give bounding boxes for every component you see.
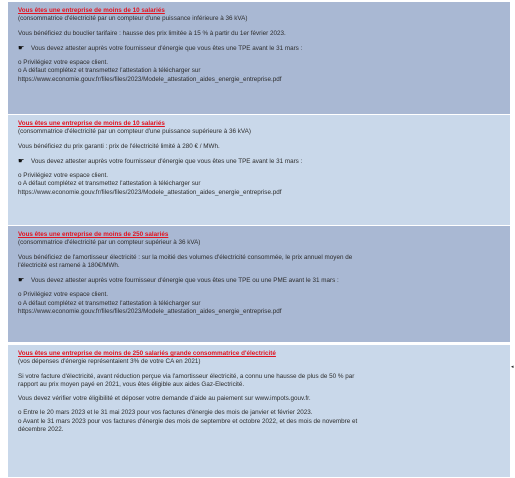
section-pme-under-250	[8, 226, 510, 342]
deadline-item: o Avant le 31 mars 2023 pour vos factures d'énergie des mois de septembre et octobre 2022, et des mois de novembre et	[18, 417, 358, 425]
section-subtitle: (consommatrice d'électricité par un compteur d'une puissance supérieure à 36 kVA)	[18, 128, 251, 136]
option-client-space: o Privilégiez votre espace client.	[18, 172, 108, 180]
section-subtitle: (vos dépenses d'énergie représentaient 3% de votre CA en 2021)	[18, 358, 201, 366]
attest-text: Vous devez attester auprès votre fournisseur d'énergie que vous êtes une TPE ou une PME avant le 31 mars :	[31, 277, 339, 285]
eligibility-text: Si votre facture d'électricité, avant réduction perçue via l'amortisseur électricité, a connu une hausse de plus de 50 % par	[18, 372, 355, 380]
attestation-link[interactable]: https://www.economie.gouv.fr/files/files/2023/Modele_attestation_aides_energie_entreprise.pdf	[18, 188, 282, 196]
section-subtitle: (consommatrice d'électricité par un compteur d'une puissance inférieure à 36 kVA)	[18, 15, 248, 23]
section-tpe-over-36kva	[8, 115, 510, 225]
deadline-item: o Entre le 20 mars 2023 et le 31 mai 2023 pour vos factures d'énergie des mois de janvier et février 2023.	[18, 409, 313, 417]
eligibility-text-cont: rapport au prix moyen payé en 2021, vous êtes éligible aux aides Gaz-Electricité.	[18, 380, 245, 388]
benefit-text: Vous bénéficiez du prix garanti : prix de l'électricité limité à 280 € / MWh.	[18, 142, 220, 150]
aid-document	[8, 2, 510, 477]
small-arrow-icon: ◂	[511, 364, 514, 370]
section-title: Vous êtes une entreprise de moins de 10 salariés	[18, 120, 165, 127]
benefit-text: Vous bénéficiez de l'amortisseur électricité : sur la moitié des volumes d'électricité consommée, le prix annuel moyen de	[18, 253, 353, 261]
attestation-link[interactable]: https://www.economie.gouv.fr/files/files/2023/Modele_attestation_aides_energie_entreprise.pdf	[18, 75, 282, 83]
benefit-text-cont: l'électricité est ramené à 180€/MWh.	[18, 261, 120, 269]
pointing-hand-icon: ☛	[18, 44, 25, 52]
attest-text: Vous devez attester auprès votre fournisseur d'énergie que vous êtes une TPE avant le 31 mars :	[31, 44, 303, 52]
verify-text: Vous devez vérifier votre éligibilité et déposer votre demande d'aide au paiement sur www.impots.gouv.fr.	[18, 395, 311, 403]
benefit-text: Vous bénéficiez du bouclier tarifaire : hausse des prix limitée à 15 % à partir du 1er février 2023.	[18, 29, 286, 37]
deadline-item-cont: décembre 2022.	[18, 426, 64, 434]
pointing-hand-icon: ☛	[18, 157, 25, 165]
pointing-hand-icon: ☛	[18, 277, 25, 285]
option-download: o A défaut complétez et transmettez l'attestation à télécharger sur	[18, 67, 201, 75]
section-title: Vous êtes une entreprise de moins de 250 salariés	[18, 231, 169, 238]
attestation-link[interactable]: https://www.economie.gouv.fr/files/files/2023/Modele_attestation_aides_energie_entreprise.pdf	[18, 308, 282, 316]
section-tpe-under-36kva	[8, 2, 510, 114]
section-title: Vous êtes une entreprise de moins de 10 salariés	[18, 7, 165, 14]
option-client-space: o Privilégiez votre espace client.	[18, 291, 108, 299]
option-download: o A défaut complétez et transmettez l'attestation à télécharger sur	[18, 180, 201, 188]
option-client-space: o Privilégiez votre espace client.	[18, 59, 108, 67]
option-download: o A défaut complétez et transmettez l'attestation à télécharger sur	[18, 299, 201, 307]
section-large-consumer	[8, 345, 510, 477]
section-subtitle: (consommatrice d'électricité par un compteur supérieur à 36 kVA)	[18, 239, 201, 247]
attest-text: Vous devez attester auprès votre fournisseur d'énergie que vous êtes une TPE avant le 31 mars :	[31, 157, 303, 165]
section-title: Vous êtes une entreprise de moins de 250 salariés grande consommatrice d'électricité	[18, 350, 276, 357]
